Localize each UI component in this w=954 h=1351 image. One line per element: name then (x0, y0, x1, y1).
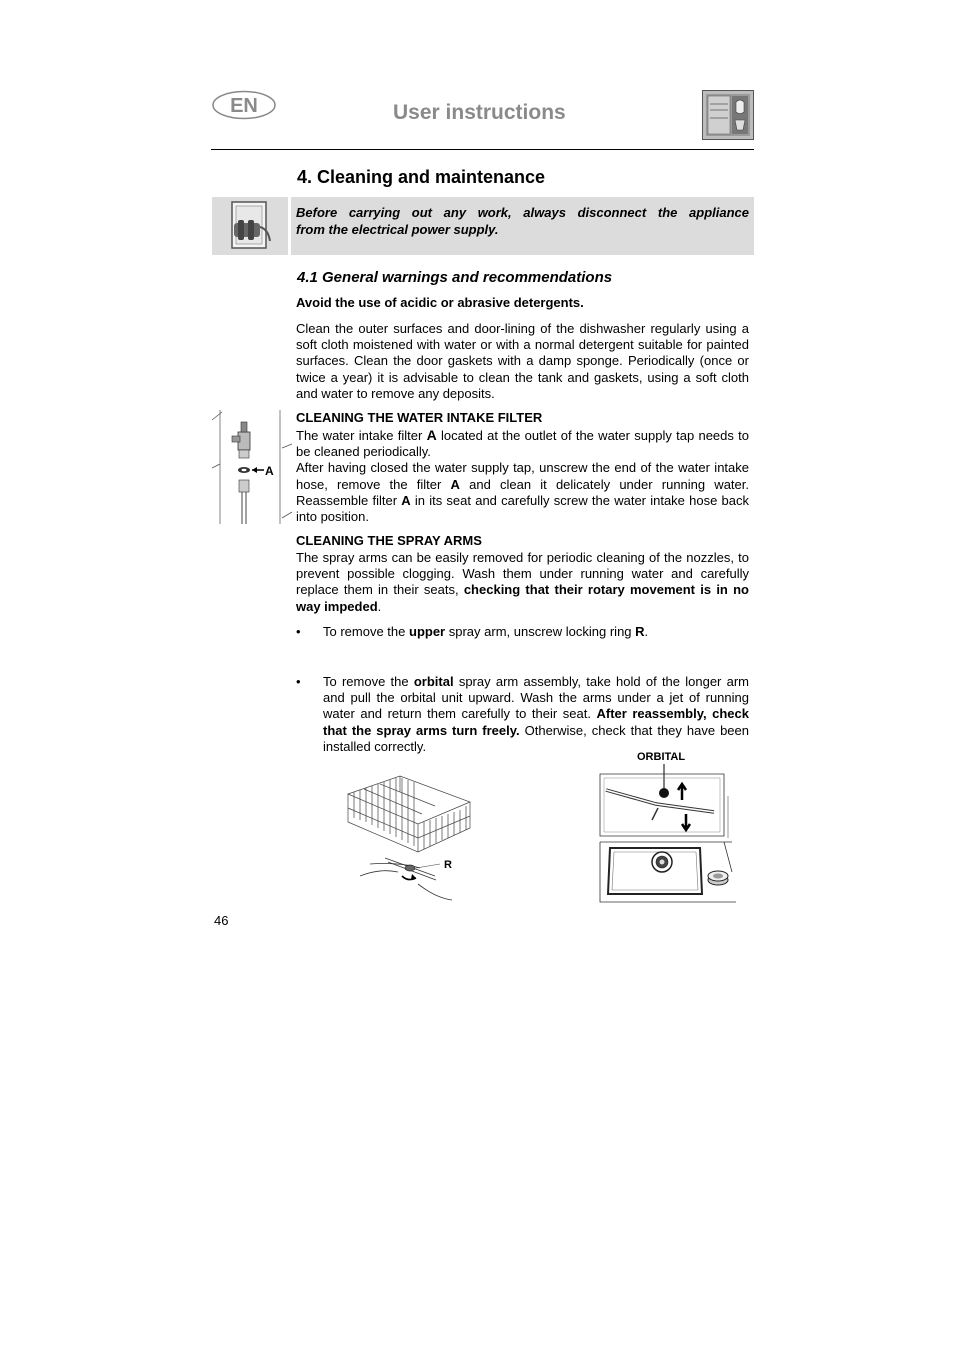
filter-heading: CLEANING THE WATER INTAKE FILTER (296, 410, 543, 425)
page-number: 46 (214, 913, 229, 928)
filter-p1-b: located at the outlet of the water supply tap needs to be cleaned periodically. (296, 428, 750, 460)
locking-ring-label-r: R (444, 859, 452, 871)
bullet-1-text (323, 624, 749, 640)
bullet-1-symbol: • (296, 624, 301, 639)
bullet-1-a: To remove the (323, 624, 409, 639)
spray-p-a: The spray arms can be easily removed for periodic cleaning of the nozzles, to prevent possible clogging. Wash them under running water and carefully replace them in their seats, (296, 550, 749, 598)
lang-code: EN (230, 95, 258, 117)
bullet-1-bold: upper (409, 624, 446, 639)
bullet-1-letter: R (635, 624, 645, 639)
water-intake-filter-figure (208, 408, 294, 528)
avoid-detergents-note: Avoid the use of acidic or abrasive detergents. (296, 295, 584, 310)
en-language-badge (212, 90, 276, 120)
bullet-2-symbol: • (296, 674, 301, 689)
section-title: 4. Cleaning and maintenance (297, 167, 546, 187)
bullet-2-b: spray arm assembly, take hold of the longer arm and pull the orbital unit upward. Wash the arms under a jet of running water and return them carefully to their seat. (323, 674, 749, 722)
spray-p-end: . (377, 598, 382, 614)
subsection-title: 4.1 General warnings and recommendations (297, 269, 613, 286)
dishwasher-logo-icon (702, 90, 754, 140)
header-rule (211, 149, 754, 150)
filter-p1-a: The water intake filter (296, 428, 427, 443)
bullet-1-b: spray arm, unscrew locking ring (445, 624, 636, 639)
bullet-2-a: To remove the (323, 674, 414, 689)
bullet-2-bold-1: orbital (413, 674, 454, 689)
filter-p1-letter: A (426, 427, 437, 443)
header-title: User instructions (393, 101, 566, 124)
plug-socket-icon (212, 197, 288, 255)
warning-line-2: from the electrical power supply. (296, 222, 499, 237)
warning-text (296, 204, 749, 238)
bullet-2-text (323, 674, 749, 755)
warning-line-1: Before carrying out any work, always disconnect the appliance (296, 205, 749, 220)
filter-paragraph (296, 427, 749, 525)
filter-p2-letter2: A (401, 492, 411, 508)
spray-heading: CLEANING THE SPRAY ARMS (296, 533, 482, 548)
filter-p2-b: and clean it delicately under running water. Reassemble filter (296, 476, 749, 508)
bullet-1-end: . (644, 624, 649, 639)
orbital-spray-arm-figure (596, 764, 740, 906)
spray-p-bold: checking that their rotary movement is in no way impeded (296, 582, 749, 614)
bullet-2-bold-2: After reassembly, check that the spray arms turn freely. (323, 706, 749, 738)
filter-p2-a: After having closed the water supply tap, unscrew the end of the water intake hose, remove the filter (296, 460, 749, 492)
filter-p2-letter1: A (450, 476, 460, 492)
filter-p2-c: in its seat and carefully screw the water intake hose back into position. (296, 492, 749, 525)
plug-warning-icon-box (212, 197, 288, 255)
filter-label-a: A (265, 464, 274, 478)
upper-spray-arm-figure (340, 772, 480, 904)
cleaning-paragraph: Clean the outer surfaces and door-lining of the dishwasher regularly using a soft cloth moistened with water or with a normal detergent suitable for painted surfaces. Clean the door gaskets with a damp sponge. Periodically (once or twice a year) it is advisable to clean the tank and gaskets, using a soft cloth and water to remove any deposits. (296, 321, 749, 401)
bullet-2-c: Otherwise, check that they have been installed correctly. (323, 722, 749, 754)
spray-paragraph (296, 550, 749, 615)
orbital-label: ORBITAL (637, 751, 686, 763)
